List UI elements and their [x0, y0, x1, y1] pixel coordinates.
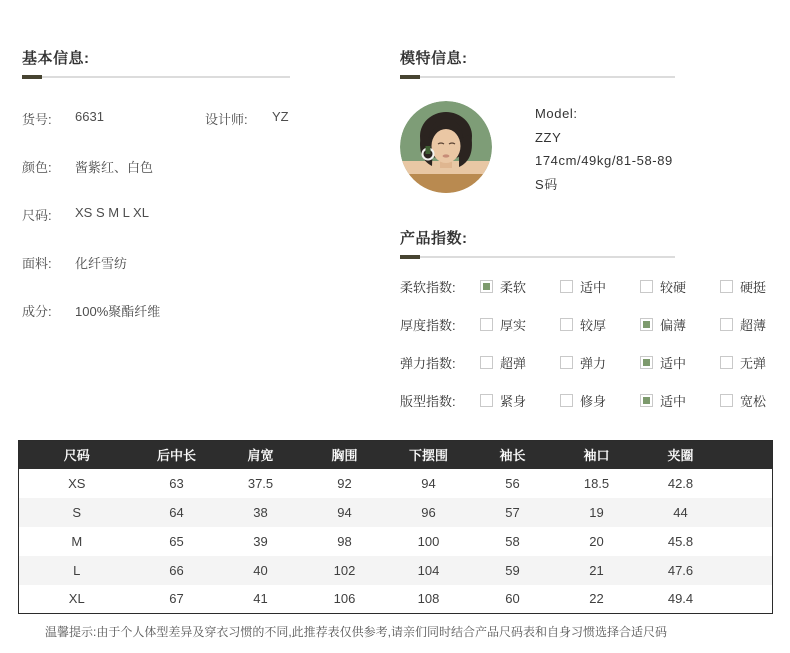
index-option-label: 无弹 [740, 355, 767, 371]
index-option [560, 391, 640, 410]
model-info-title: 模特信息: [400, 50, 468, 67]
table-row [19, 527, 773, 556]
table-cell: S [72, 504, 82, 520]
table-header-cell: 尺码 [19, 441, 135, 469]
field-label: 设计师: [205, 112, 248, 127]
section-divider [22, 75, 290, 79]
model-details [535, 101, 673, 196]
table-cell: 37.5 [247, 475, 274, 491]
info-field-pair [22, 301, 160, 320]
table-header-cell: 袖长 [471, 441, 555, 469]
table-cell: 58 [505, 533, 520, 549]
basic-info-section [22, 50, 367, 349]
model-info-section [400, 50, 772, 427]
field-value: XS S M L XL [75, 205, 149, 220]
index-row [400, 313, 772, 335]
index-option-label: 适中 [660, 393, 687, 409]
field-label: 颜色: [22, 160, 52, 175]
index-option [560, 315, 640, 334]
index-option-label: 紧身 [500, 393, 527, 409]
checkbox-unchecked-icon[interactable] [560, 318, 573, 331]
table-cell: 67 [169, 591, 184, 607]
info-field-row [22, 157, 367, 177]
table-header-cell: 肩宽 [219, 441, 303, 469]
table-header-cell: 袖口 [555, 441, 639, 469]
table-cell: 98 [337, 533, 352, 549]
model-portrait-illustration [400, 101, 492, 193]
index-row [400, 351, 772, 373]
basic-info-title: 基本信息: [22, 50, 90, 67]
table-cell: 63 [169, 475, 184, 491]
table-cell: XL [68, 591, 85, 607]
table-cell: L [73, 562, 81, 578]
table-cell: XS [68, 475, 86, 491]
info-field-row [22, 301, 367, 321]
index-option-label: 宽松 [740, 393, 767, 409]
table-cell: 96 [421, 504, 436, 520]
checkbox-checked-icon[interactable] [640, 318, 653, 331]
table-body [19, 469, 773, 614]
table-cell: 59 [505, 562, 520, 578]
table-cell: 56 [505, 475, 520, 491]
field-value: 6631 [75, 109, 104, 124]
info-field-pair [22, 205, 149, 224]
index-row [400, 389, 772, 411]
model-detail-line: S码 [535, 176, 558, 192]
checkbox-unchecked-icon[interactable] [560, 356, 573, 369]
index-option [640, 315, 720, 334]
index-option [480, 353, 560, 372]
table-row [19, 469, 773, 498]
field-value: 化纤雪纺 [75, 256, 128, 271]
table-cell: 38 [253, 504, 268, 520]
table-cell: 41 [253, 591, 268, 607]
model-photo [400, 101, 492, 193]
index-option-label: 较厚 [580, 317, 607, 333]
info-field-pair [22, 253, 127, 272]
table-cell: 45.8 [667, 533, 694, 549]
table-cell: 44 [673, 504, 688, 520]
table-cell: 66 [169, 562, 184, 578]
model-detail-line: Model: [535, 106, 578, 121]
info-field-pair [22, 157, 153, 176]
section-divider [400, 255, 675, 259]
product-index-title: 产品指数: [400, 230, 468, 247]
table-row [19, 498, 773, 527]
table-cell: 19 [589, 504, 604, 520]
size-table [18, 440, 773, 614]
checkbox-unchecked-icon[interactable] [560, 394, 573, 407]
table-cell: 108 [417, 591, 440, 607]
checkbox-unchecked-icon[interactable] [560, 280, 573, 293]
index-option [720, 277, 766, 296]
index-option [480, 315, 560, 334]
table-cell: 22 [589, 591, 604, 607]
checkbox-unchecked-icon[interactable] [480, 394, 493, 407]
index-option [720, 353, 766, 372]
index-option-label: 偏薄 [660, 317, 687, 333]
table-cell: 40 [253, 562, 268, 578]
checkbox-unchecked-icon[interactable] [720, 318, 733, 331]
table-filler-cell [723, 527, 773, 556]
table-row [19, 556, 773, 585]
checkbox-unchecked-icon[interactable] [720, 356, 733, 369]
index-row-label: 厚度指数: [400, 317, 456, 333]
checkbox-checked-icon[interactable] [640, 356, 653, 369]
field-value: YZ [272, 109, 289, 124]
table-cell: 49.4 [667, 591, 694, 607]
checkbox-unchecked-icon[interactable] [720, 280, 733, 293]
table-row [19, 585, 773, 614]
table-header-cell: 胸围 [303, 441, 387, 469]
product-index-rows [400, 275, 772, 411]
table-cell: 42.8 [667, 475, 694, 491]
info-field-row [22, 205, 367, 225]
model-detail-line: ZZY [535, 129, 562, 145]
field-label: 成分: [22, 304, 52, 319]
index-option-label: 弹力 [580, 355, 607, 371]
checkbox-checked-icon[interactable] [640, 394, 653, 407]
table-header-cell: 下摆围 [387, 441, 471, 469]
info-field-pair [205, 109, 289, 128]
field-value: 酱紫红、白色 [75, 160, 154, 175]
field-label: 尺码: [22, 208, 52, 223]
table-cell: 21 [589, 562, 604, 578]
table-cell: 47.6 [667, 562, 694, 578]
table-cell: 64 [169, 504, 184, 520]
index-option-label: 硬挺 [740, 279, 767, 295]
model-row [400, 101, 772, 196]
table-cell: 57 [505, 504, 520, 520]
model-detail-line: 174cm/49kg/81-58-89 [535, 153, 673, 168]
table-header-cell: 夹圈 [639, 441, 723, 469]
field-label: 面料: [22, 256, 52, 271]
table-filler-cell [723, 498, 773, 527]
index-row-label: 弹力指数: [400, 355, 456, 371]
index-option [560, 353, 640, 372]
index-option-label: 适中 [660, 355, 687, 371]
table-header-row [19, 441, 773, 469]
table-cell: 18.5 [583, 475, 610, 491]
table-header-cell: 后中长 [135, 441, 219, 469]
index-row-label: 版型指数: [400, 393, 456, 409]
size-table-wrap [18, 440, 773, 614]
size-note: 温馨提示:由于个人体型差异及穿衣习惯的不同,此推荐表仅供参考,请亲们同时结合产品尺码表和自身习惯选择合适尺码 [45, 625, 668, 639]
basic-info-fields [22, 109, 367, 321]
field-label: 货号: [22, 112, 52, 127]
index-option [720, 315, 766, 334]
table-filler-cell [723, 585, 773, 614]
table-cell: 104 [417, 562, 440, 578]
index-option-label: 超薄 [740, 317, 767, 333]
index-option [640, 391, 720, 410]
table-cell: 94 [337, 504, 352, 520]
checkbox-unchecked-icon[interactable] [480, 356, 493, 369]
index-option-label: 较硬 [660, 279, 687, 295]
index-option [640, 353, 720, 372]
table-cell: M [71, 533, 83, 549]
field-value: 100%聚酯纤维 [75, 304, 161, 319]
table-cell: 20 [589, 533, 604, 549]
index-option [640, 277, 720, 296]
checkbox-unchecked-icon[interactable] [640, 280, 653, 293]
table-cell: 100 [417, 533, 440, 549]
index-option-label: 适中 [580, 279, 607, 295]
index-row [400, 275, 772, 297]
info-field-pair [22, 109, 104, 128]
table-cell: 106 [333, 591, 356, 607]
table-cell: 39 [253, 533, 268, 549]
index-option [720, 391, 766, 410]
table-cell: 60 [505, 591, 520, 607]
checkbox-checked-icon[interactable] [480, 280, 493, 293]
checkbox-unchecked-icon[interactable] [480, 318, 493, 331]
index-option [480, 391, 560, 410]
table-cell: 65 [169, 533, 184, 549]
info-field-row [22, 253, 367, 273]
table-cell: 102 [333, 562, 356, 578]
table-cell: 92 [337, 475, 352, 491]
checkbox-unchecked-icon[interactable] [720, 394, 733, 407]
index-option-label: 超弹 [500, 355, 527, 371]
index-option-label: 修身 [580, 393, 607, 409]
info-field-row [22, 109, 367, 129]
index-option-label: 柔软 [500, 279, 527, 295]
index-option [560, 277, 640, 296]
table-filler-cell [723, 469, 773, 498]
table-filler-cell [723, 441, 773, 469]
index-option [480, 277, 560, 296]
index-row-label: 柔软指数: [400, 279, 456, 295]
index-option-label: 厚实 [500, 317, 527, 333]
table-cell: 94 [421, 475, 436, 491]
section-divider [400, 75, 675, 79]
table-filler-cell [723, 556, 773, 585]
